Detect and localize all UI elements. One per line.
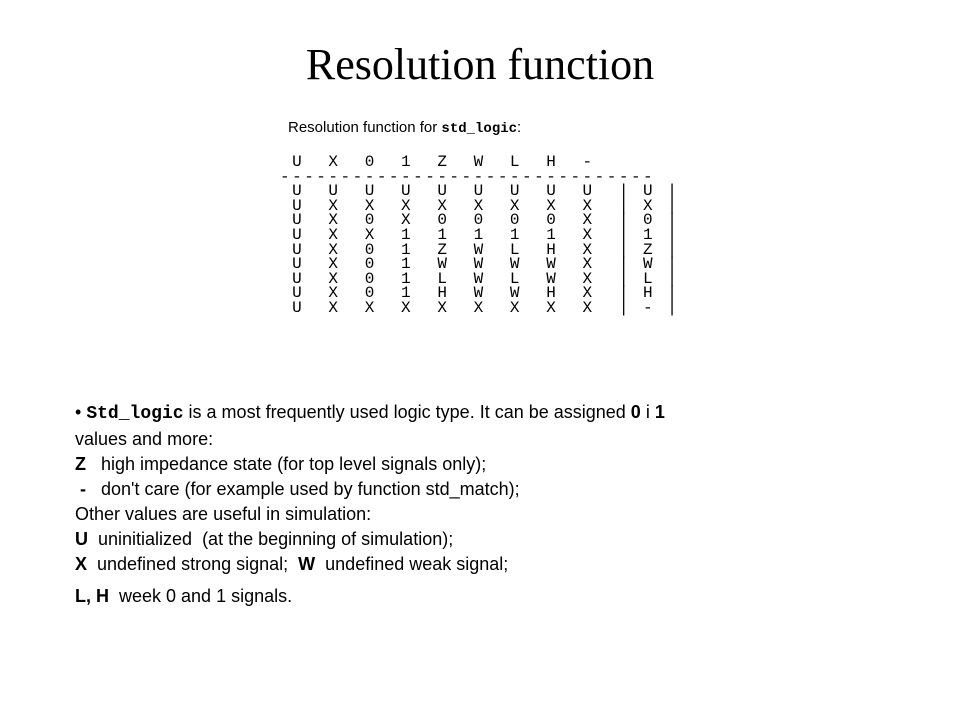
value-dash-line (75, 477, 905, 502)
page-title: Resolution function (305, 40, 655, 89)
table-row-h: U X 0 1 H W W H X | H | (280, 284, 680, 303)
table-header: U X 0 1 Z W L H - (280, 153, 595, 171)
value-desc: undefined weak signal; (315, 554, 509, 574)
value-key: Z (75, 454, 86, 474)
value-key: L, H (75, 586, 109, 606)
value-z-line (75, 452, 905, 477)
value-desc: don't care (for example used by function std_match); (86, 479, 520, 499)
type-name: Std_logic (86, 404, 184, 424)
description-line-2: values and more: (75, 429, 214, 449)
value-1: 1 (654, 402, 665, 422)
value-key: U (75, 529, 88, 549)
value-key: X (75, 554, 88, 574)
value-lh-line (75, 584, 905, 609)
description-text: i (640, 402, 655, 422)
table-row-w: U X 0 1 W W W W X | W | (280, 255, 680, 274)
value-u-line (75, 527, 905, 552)
value-key: - (75, 479, 86, 499)
value-key: W (298, 554, 316, 574)
table-row-x: U X X X X X X X X | X | (280, 196, 680, 215)
table-caption (288, 118, 521, 139)
table-row-u: U U U U U U U U U | U | (280, 182, 680, 201)
description-block (75, 400, 905, 609)
value-x-w-line (75, 552, 905, 577)
caption-prefix: Resolution function for (288, 119, 442, 136)
other-values-line: Other values are useful in simulation: (75, 504, 372, 524)
table-row-l: U X 0 1 L W L W X | L | (280, 269, 680, 288)
value-desc: undefined strong signal; (87, 554, 299, 574)
bullet-icon: • (75, 402, 82, 422)
value-desc: high impedance state (for top level signals only); (86, 454, 487, 474)
description-line-1 (75, 400, 905, 427)
table-row-1: U X X 1 1 1 1 1 X | 1 | (280, 225, 680, 244)
value-0: 0 (630, 402, 641, 422)
value-desc: uninitialized (at the beginning of simulation); (88, 529, 454, 549)
table-row-z: U X 0 1 Z W L H X | Z | (280, 240, 680, 259)
caption-suffix: : (517, 119, 522, 136)
resolution-table (280, 155, 679, 316)
caption-code: std_logic (441, 121, 518, 137)
description-text: is a most frequently used logic type. It can be assigned (183, 402, 631, 422)
table-row-0: U X 0 X 0 0 0 0 X | 0 | (280, 211, 680, 230)
value-desc: week 0 and 1 signals. (109, 586, 293, 606)
table-row-dash: U X X X X X X X X | - | (280, 298, 680, 317)
table-separator: ------------------------------- (280, 167, 656, 186)
